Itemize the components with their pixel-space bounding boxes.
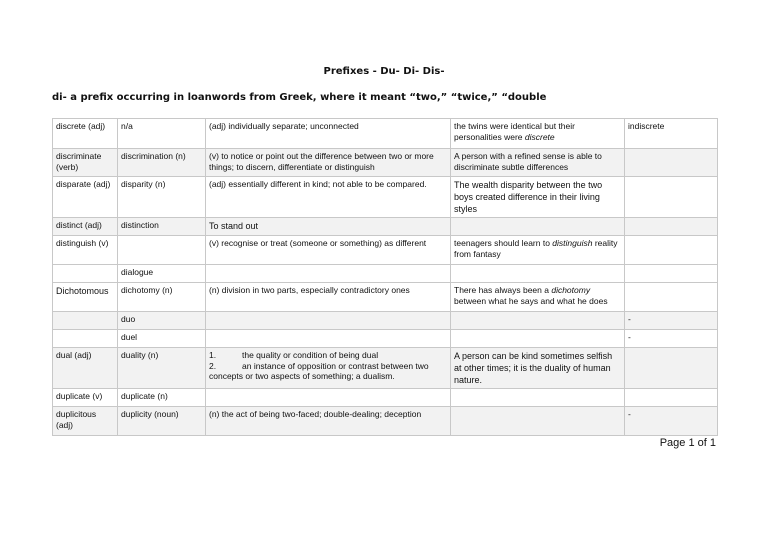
example-cell: the twins were identical but their personalities were discrete (451, 119, 625, 149)
definition-cell (206, 265, 451, 283)
related-cell: discrimination (n) (118, 149, 206, 177)
table-row (53, 149, 718, 177)
antonym-cell (625, 389, 718, 407)
related-cell: dichotomy (n) (118, 283, 206, 312)
table-row (53, 236, 718, 265)
related-cell: n/a (118, 119, 206, 149)
example-cell: A person with a refined sense is able to discriminate subtle differences (451, 149, 625, 177)
example-cell: teenagers should learn to distinguish reality from fantasy (451, 236, 625, 265)
example-cell: A person can be kind sometimes selfish at other times; it is the duality of human nature. (451, 348, 625, 389)
word-cell: disparate (adj) (53, 177, 118, 218)
definition-cell: To stand out (206, 218, 451, 236)
related-cell (118, 236, 206, 265)
antonym-cell (625, 283, 718, 312)
antonym-cell: indiscrete (625, 119, 718, 149)
definition-cell (206, 330, 451, 348)
definition-cell (206, 312, 451, 330)
definition-cell: (v) recognise or treat (someone or something) as different (206, 236, 451, 265)
related-cell: duplicity (noun) (118, 407, 206, 436)
definition-cell (206, 389, 451, 407)
table-row (53, 218, 718, 236)
word-cell: discrete (adj) (53, 119, 118, 149)
word-cell (53, 330, 118, 348)
definition-cell: (n) the act of being two-faced; double-dealing; deception (206, 407, 451, 436)
related-cell: duo (118, 312, 206, 330)
table-row (53, 283, 718, 312)
antonym-cell (625, 149, 718, 177)
document-subtitle: di- a prefix occurring in loanwords from Greek, where it meant “two,” “twice,” “double (52, 92, 547, 103)
table-row (53, 265, 718, 283)
antonym-cell (625, 265, 718, 283)
page-number: Page 1 of 1 (659, 437, 716, 449)
definition-cell: (adj) individually separate; unconnected (206, 119, 451, 149)
definition-cell (206, 348, 451, 389)
table-row (53, 330, 718, 348)
definition-cell: (v) to notice or point out the difference between two or more things; to discern, differentiate or distinguish (206, 149, 451, 177)
related-cell: duality (n) (118, 348, 206, 389)
related-cell: duel (118, 330, 206, 348)
definition-item: 1. the quality or condition of being dual (209, 350, 379, 360)
table-row (53, 348, 718, 389)
example-cell: There has always been a dichotomy between what he says and what he does (451, 283, 625, 312)
antonym-cell: - (625, 312, 718, 330)
example-cell: The wealth disparity between the two boys created difference in their living styles (451, 177, 625, 218)
related-cell: disparity (n) (118, 177, 206, 218)
example-cell (451, 312, 625, 330)
table-row (53, 177, 718, 218)
word-cell (53, 265, 118, 283)
word-cell: duplicitous (adj) (53, 407, 118, 436)
word-cell (53, 312, 118, 330)
table-row (53, 119, 718, 149)
example-cell (451, 407, 625, 436)
word-cell: dual (adj) (53, 348, 118, 389)
antonym-cell (625, 177, 718, 218)
table-row (53, 389, 718, 407)
antonym-cell: - (625, 330, 718, 348)
example-cell (451, 330, 625, 348)
example-cell (451, 265, 625, 283)
table-row (53, 407, 718, 436)
word-cell: duplicate (v) (53, 389, 118, 407)
example-cell (451, 218, 625, 236)
word-cell: distinct (adj) (53, 218, 118, 236)
related-cell: duplicate (n) (118, 389, 206, 407)
antonym-cell (625, 218, 718, 236)
definition-cell: (adj) essentially different in kind; not able to be compared. (206, 177, 451, 218)
antonym-cell (625, 348, 718, 389)
table-row (53, 312, 718, 330)
definition-item: 2. an instance of opposition or contrast between two concepts or two aspects of something; a dualism. (209, 360, 429, 381)
antonym-cell: - (625, 407, 718, 436)
example-cell (451, 389, 625, 407)
definition-cell: (n) division in two parts, especially contradictory ones (206, 283, 451, 312)
document-title: Prefixes - Du- Di- Dis- (323, 66, 445, 77)
related-cell: dialogue (118, 265, 206, 283)
prefix-table (52, 118, 718, 436)
antonym-cell (625, 236, 718, 265)
word-cell: discriminate (verb) (53, 149, 118, 177)
word-cell: Dichotomous (53, 283, 118, 312)
related-cell: distinction (118, 218, 206, 236)
word-cell: distinguish (v) (53, 236, 118, 265)
